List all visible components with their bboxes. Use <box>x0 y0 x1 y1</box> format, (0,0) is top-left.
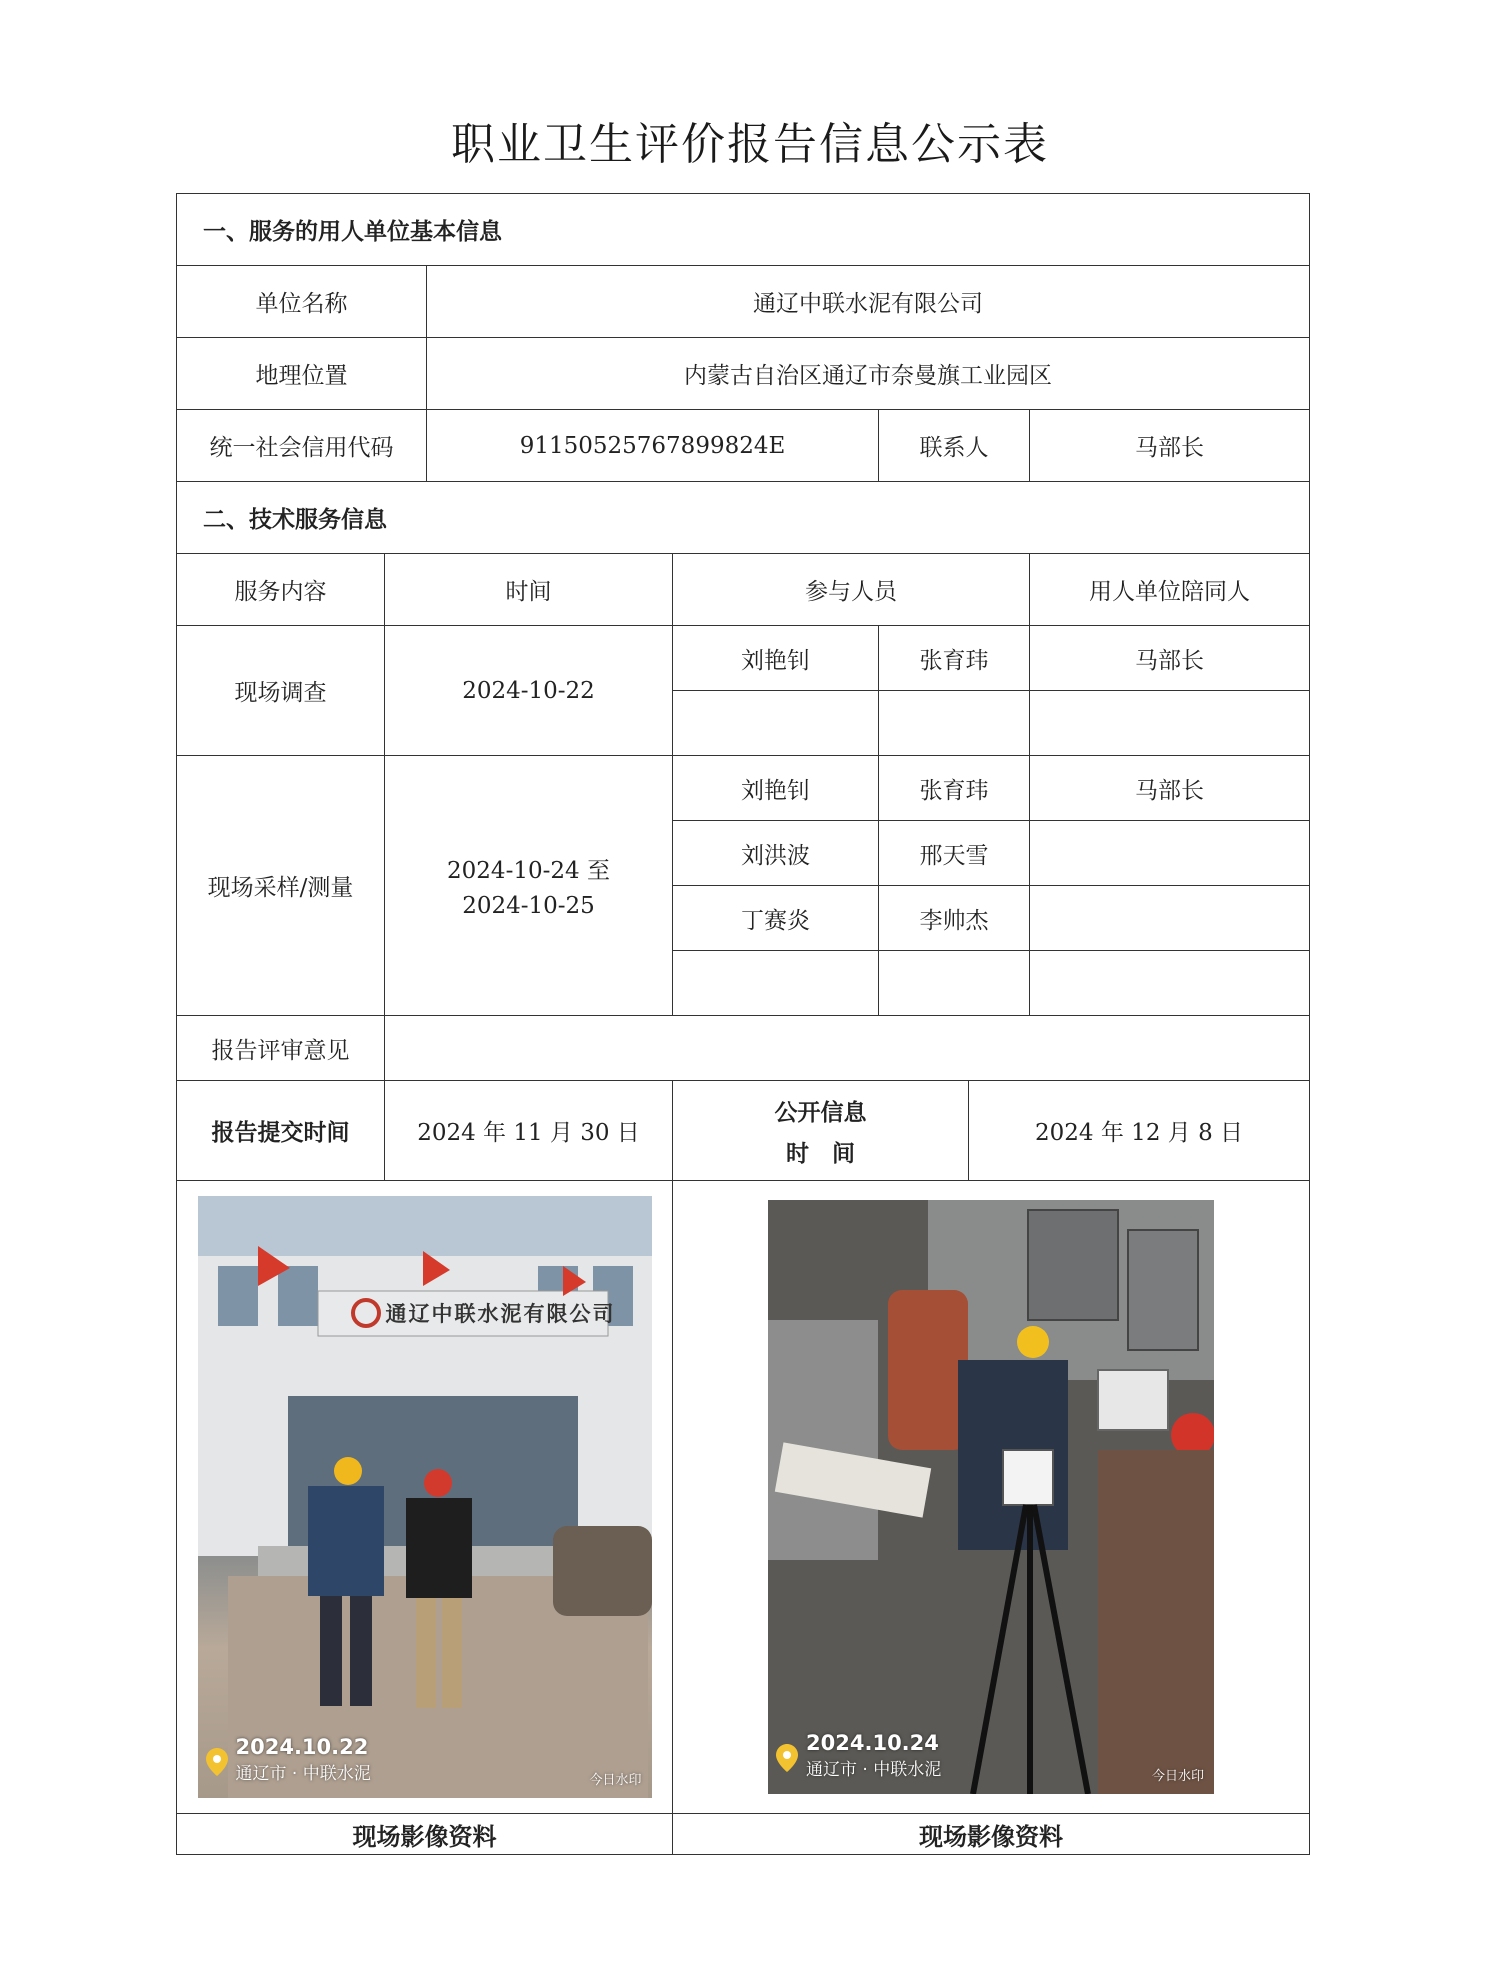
participant-cell: 刘洪波 <box>673 821 879 886</box>
participant-cell: 刘艳钊 <box>673 626 879 691</box>
watermark-text: 今日水印 <box>589 1773 642 1788</box>
photo-cell-2 <box>673 1181 1310 1814</box>
sampling-time-end: 2024-10-25 <box>462 893 595 919</box>
survey-service: 现场调查 <box>177 626 385 756</box>
header-service: 服务内容 <box>177 554 385 626</box>
photo-stamp-date: 2024.10.22 <box>235 1735 369 1759</box>
participant-cell <box>879 951 1030 1016</box>
public-label-line2: 时 间 <box>786 1139 855 1167</box>
contact-label: 联系人 <box>879 410 1030 482</box>
header-companion: 用人单位陪同人 <box>1030 554 1310 626</box>
public-label-line1: 公开信息 <box>774 1098 867 1126</box>
review-value <box>385 1016 1310 1081</box>
public-time-value: 2024 年 12 月 8 日 <box>969 1081 1310 1181</box>
credit-code-value: 91150525767899824E <box>427 410 879 482</box>
sampling-time <box>385 756 673 1016</box>
page-title: 职业卫生评价报告信息公示表 <box>451 119 1049 170</box>
participant-cell <box>673 691 879 756</box>
participant-cell: 张育玮 <box>879 626 1030 691</box>
participant-cell: 丁赛炎 <box>673 886 879 951</box>
watermark-text: 今日水印 <box>1152 1769 1205 1784</box>
section2-heading: 二、技术服务信息 <box>177 482 1310 554</box>
location-pin-icon <box>206 1748 228 1776</box>
participant-cell: 邢天雪 <box>879 821 1030 886</box>
header-participants: 参与人员 <box>673 554 1030 626</box>
company-sign-text: 通辽中联水泥有限公司 <box>385 1302 616 1326</box>
location-pin-icon <box>776 1744 798 1772</box>
photo-caption-2: 现场影像资料 <box>673 1814 1310 1855</box>
companion-cell: 马部长 <box>1030 756 1310 821</box>
companion-cell <box>1030 691 1310 756</box>
unit-name-label: 单位名称 <box>177 266 427 338</box>
contact-value: 马部长 <box>1030 410 1310 482</box>
sampling-time-start: 2024-10-24 至 <box>447 858 610 884</box>
participant-cell <box>673 951 879 1016</box>
participant-cell <box>879 691 1030 756</box>
companion-cell: 马部长 <box>1030 626 1310 691</box>
review-label: 报告评审意见 <box>177 1016 385 1081</box>
photo-stamp-location: 通辽市 · 中联水泥 <box>806 1760 942 1780</box>
site-photo-sampling <box>768 1200 1214 1794</box>
site-photo-entrance <box>198 1196 652 1798</box>
participant-cell: 李帅杰 <box>879 886 1030 951</box>
public-time-label <box>673 1081 969 1181</box>
location-label: 地理位置 <box>177 338 427 410</box>
photo-stamp-date: 2024.10.24 <box>806 1731 939 1755</box>
credit-code-label: 统一社会信用代码 <box>177 410 427 482</box>
companion-cell <box>1030 951 1310 1016</box>
photo-stamp-location: 通辽市 · 中联水泥 <box>235 1764 371 1784</box>
submit-time-value: 2024 年 11 月 30 日 <box>385 1081 673 1181</box>
participant-cell: 张育玮 <box>879 756 1030 821</box>
companion-cell <box>1030 886 1310 951</box>
submit-time-label: 报告提交时间 <box>177 1081 385 1181</box>
survey-time: 2024-10-22 <box>385 626 673 756</box>
companion-cell <box>1030 821 1310 886</box>
photo-caption-1: 现场影像资料 <box>177 1814 673 1855</box>
photo-cell-1 <box>177 1181 673 1814</box>
info-table <box>176 193 1310 1855</box>
unit-name-value: 通辽中联水泥有限公司 <box>427 266 1310 338</box>
participant-cell: 刘艳钊 <box>673 756 879 821</box>
location-value: 内蒙古自治区通辽市奈曼旗工业园区 <box>427 338 1310 410</box>
sampling-service: 现场采样/测量 <box>177 756 385 1016</box>
header-time: 时间 <box>385 554 673 626</box>
section1-heading: 一、服务的用人单位基本信息 <box>177 194 1310 266</box>
